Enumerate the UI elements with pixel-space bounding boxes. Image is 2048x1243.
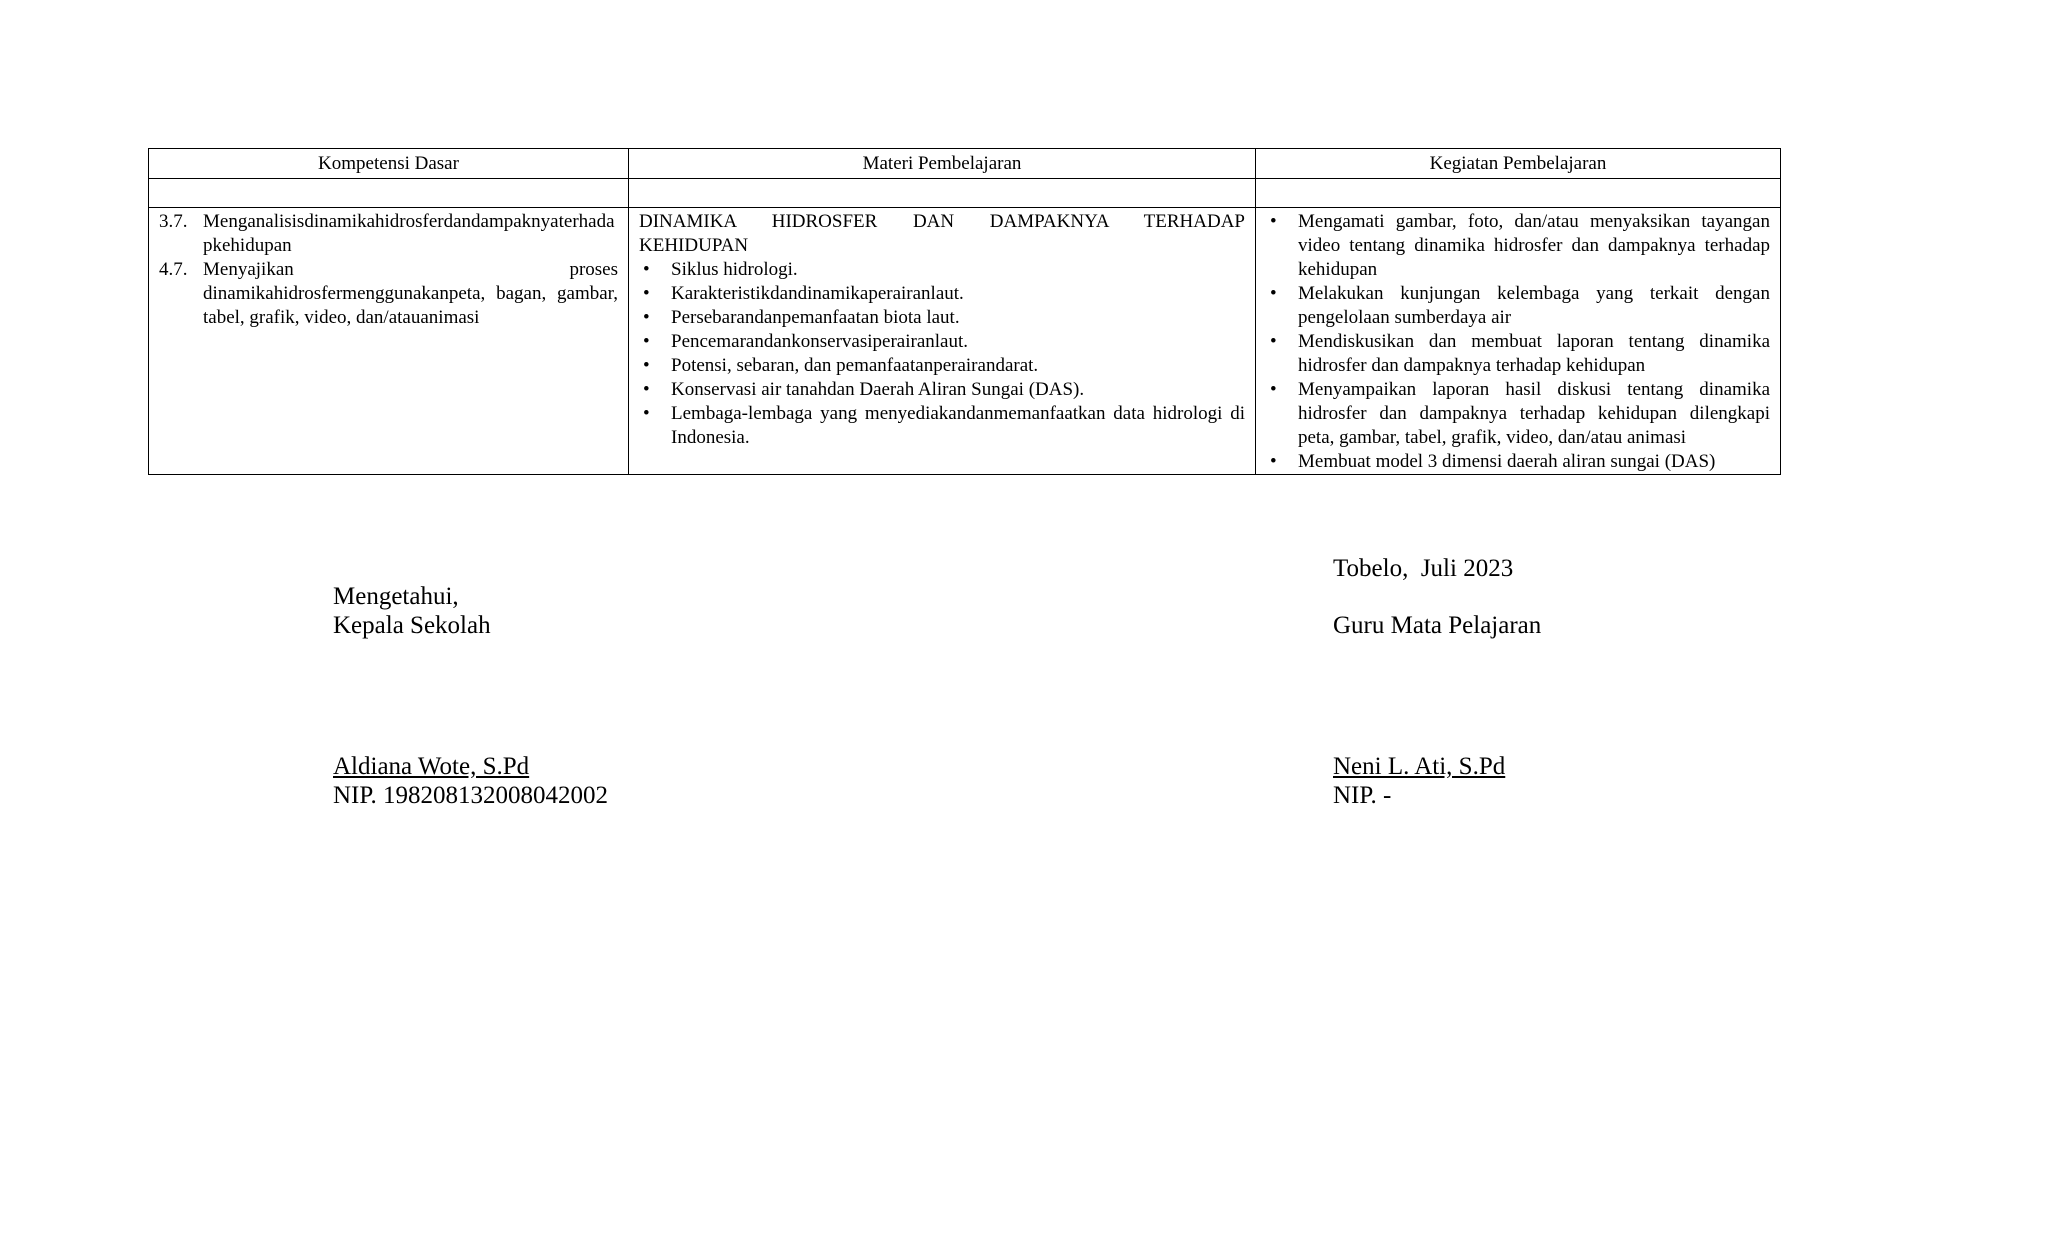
kegiatan-item: • Menyampaikan laporan hasil diskusi tentang dinamika hidrosfer dan dampaknya terhadap kehidupan dilengkapi peta, gambar, tabel, grafik, video, dan/atau animasi	[1266, 378, 1770, 450]
left-signature-block	[333, 582, 491, 640]
header-materi-pembelajaran: Materi Pembelajaran	[629, 149, 1256, 179]
kegiatan-item: • Mengamati gambar, foto, dan/atau menyaksikan tayangan video tentang dinamika hidrosfer dan dampaknya terhadap kehidupan	[1266, 210, 1770, 282]
kompetensi-number: 4.7.	[159, 259, 188, 280]
empty-cell	[149, 179, 629, 208]
kompetensi-cell	[149, 208, 629, 475]
kegiatan-list	[1266, 210, 1770, 474]
kompetensi-text: Menyajikan proses dinamikahidrosfermenggunakanpeta, bagan, gambar, tabel, grafik, video, dan/atauanimasi	[203, 259, 618, 328]
materi-item: • Konservasi air tanahdan Daerah Aliran Sungai (DAS).	[639, 378, 1245, 402]
materi-item: • Karakteristikdandinamikaperairanlaut.	[639, 282, 1245, 306]
principal-name: Aldiana Wote, S.Pd	[333, 753, 530, 780]
materi-list	[639, 258, 1245, 450]
kompetensi-item	[159, 258, 618, 330]
materi-cell	[629, 208, 1256, 475]
kompetensi-number: 3.7.	[159, 211, 188, 232]
empty-cell	[629, 179, 1256, 208]
materi-title	[639, 210, 1245, 258]
materi-item: • Siklus hidrologi.	[639, 258, 1245, 282]
empty-row	[149, 179, 1781, 208]
header-kompetensi-dasar: Kompetensi Dasar	[149, 149, 629, 179]
materi-item: • Potensi, sebaran, dan pemanfaatanperairandarat.	[639, 354, 1245, 378]
kegiatan-cell	[1256, 208, 1781, 475]
teacher-nip: NIP. -	[1333, 782, 1392, 809]
principal-nip: NIP. 198208132008042002	[333, 782, 609, 809]
materi-item: • Lembaga-lembaga yang menyediakandanmemanfaatkan data hidrologi di Indonesia.	[639, 402, 1245, 450]
materi-item: • Persebarandanpemanfaatan biota laut.	[639, 306, 1245, 330]
materi-title-line: KEHIDUPAN	[639, 235, 749, 256]
left-signer	[333, 752, 608, 810]
kompetensi-item	[159, 210, 618, 258]
competency-table	[148, 148, 1781, 475]
kegiatan-item: • Membuat model 3 dimensi daerah aliran sungai (DAS)	[1266, 450, 1770, 474]
kegiatan-item: • Mendiskusikan dan membuat laporan tentang dinamika hidrosfer dan dampaknya terhadap kehidupan	[1266, 330, 1770, 378]
teacher-name: Neni L. Ati, S.Pd	[1333, 753, 1506, 780]
acknowledged-label: Mengetahui,	[333, 583, 459, 610]
right-signer	[1333, 752, 1505, 810]
content-row	[149, 208, 1781, 475]
kompetensi-text: Menganalisisdinamikahidrosferdandampaknyaterhadapkehidupan	[203, 211, 615, 256]
materi-title-line: DINAMIKA HIDROSFER DAN DAMPAKNYA TERHADAP	[639, 211, 1245, 232]
header-kegiatan-pembelajaran: Kegiatan Pembelajaran	[1256, 149, 1781, 179]
table-header-row	[149, 149, 1781, 179]
place-date: Tobelo, Juli 2023	[1333, 555, 1514, 582]
empty-cell	[1256, 179, 1781, 208]
teacher-role: Guru Mata Pelajaran	[1333, 612, 1542, 639]
right-signature-block	[1333, 554, 1541, 640]
principal-role: Kepala Sekolah	[333, 612, 491, 639]
materi-item: • Pencemarandankonservasiperairanlaut.	[639, 330, 1245, 354]
kegiatan-item: • Melakukan kunjungan kelembaga yang terkait dengan pengelolaan sumberdaya air	[1266, 282, 1770, 330]
